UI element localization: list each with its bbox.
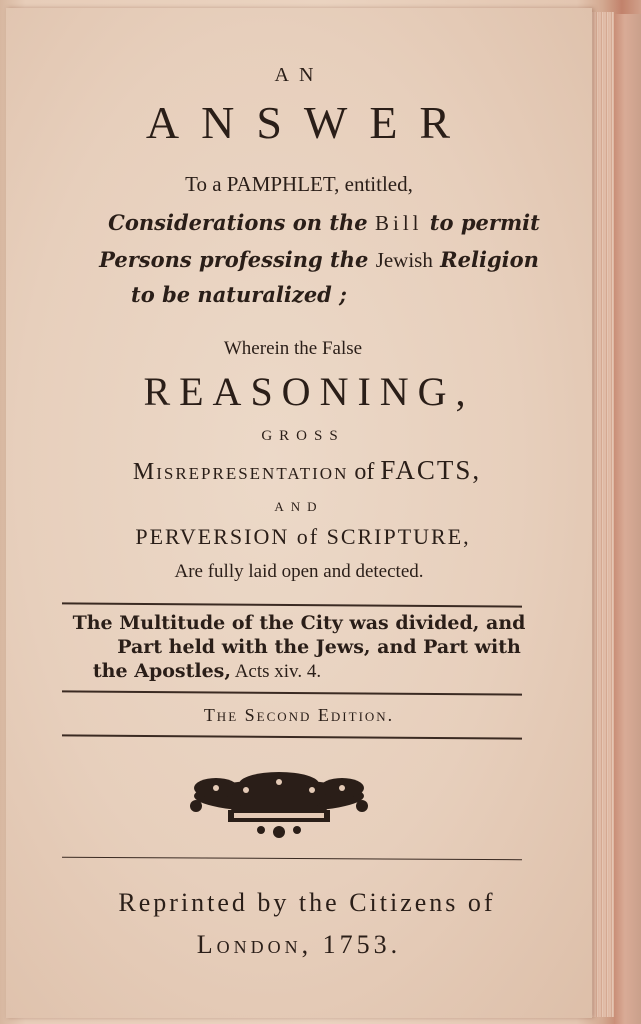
and-text: AND xyxy=(274,499,324,514)
subtitle: To a PAMPHLET, entitled, xyxy=(185,172,413,196)
quote-line-1: The Multitude of the City was divided, and xyxy=(72,612,526,634)
religion-text: Religion xyxy=(432,247,539,272)
of-word: of xyxy=(348,459,381,485)
facts-word: FACTS, xyxy=(380,455,482,485)
quote-line-3 xyxy=(0,660,500,683)
considerations-line-2 xyxy=(26,247,612,273)
title-answer: ANSWER xyxy=(145,97,473,148)
misrepresentation-line xyxy=(14,455,600,486)
quote-line-2: Part held with the Jews, and Part with xyxy=(117,636,521,658)
top-quote-rule xyxy=(62,602,522,607)
misrepresentation-word: Misrepresentation xyxy=(132,459,349,485)
persons-text: Persons professing the xyxy=(99,247,376,272)
bill-word: Bill xyxy=(374,211,423,235)
mid-quote-rule xyxy=(62,690,522,695)
floral-ornament xyxy=(176,766,382,846)
book-cover-edge xyxy=(614,14,641,1024)
considerations-text: Considerations on the xyxy=(108,210,375,235)
considerations-line-3: to be naturalized ; xyxy=(131,282,347,307)
acts-reference: Acts xiv. 4. xyxy=(231,661,322,682)
title-page xyxy=(6,8,592,1018)
imprint-rule xyxy=(62,857,522,860)
imprint-line-1: Reprinted by the Citizens of xyxy=(118,888,496,917)
detected-text: Are fully laid open and detected. xyxy=(174,561,424,582)
imprint-line-2: London, 1753. xyxy=(196,930,402,959)
page-edges xyxy=(592,12,614,1017)
title-an: AN xyxy=(274,64,324,86)
wherein-text: Wherein the False xyxy=(223,338,363,359)
reasoning-text: REASONING, xyxy=(143,369,475,414)
to-permit-text: to permit xyxy=(422,210,540,235)
considerations-line-1 xyxy=(31,210,617,236)
jewish-word: Jewish xyxy=(375,248,433,272)
apostles-text: the Apostles, xyxy=(92,660,231,682)
edition-text: The Second Edition. xyxy=(203,705,395,725)
gross-text: GROSS xyxy=(261,428,345,444)
perversion-text: PERVERSION of SCRIPTURE, xyxy=(135,524,471,549)
bottom-edition-rule xyxy=(62,734,522,739)
